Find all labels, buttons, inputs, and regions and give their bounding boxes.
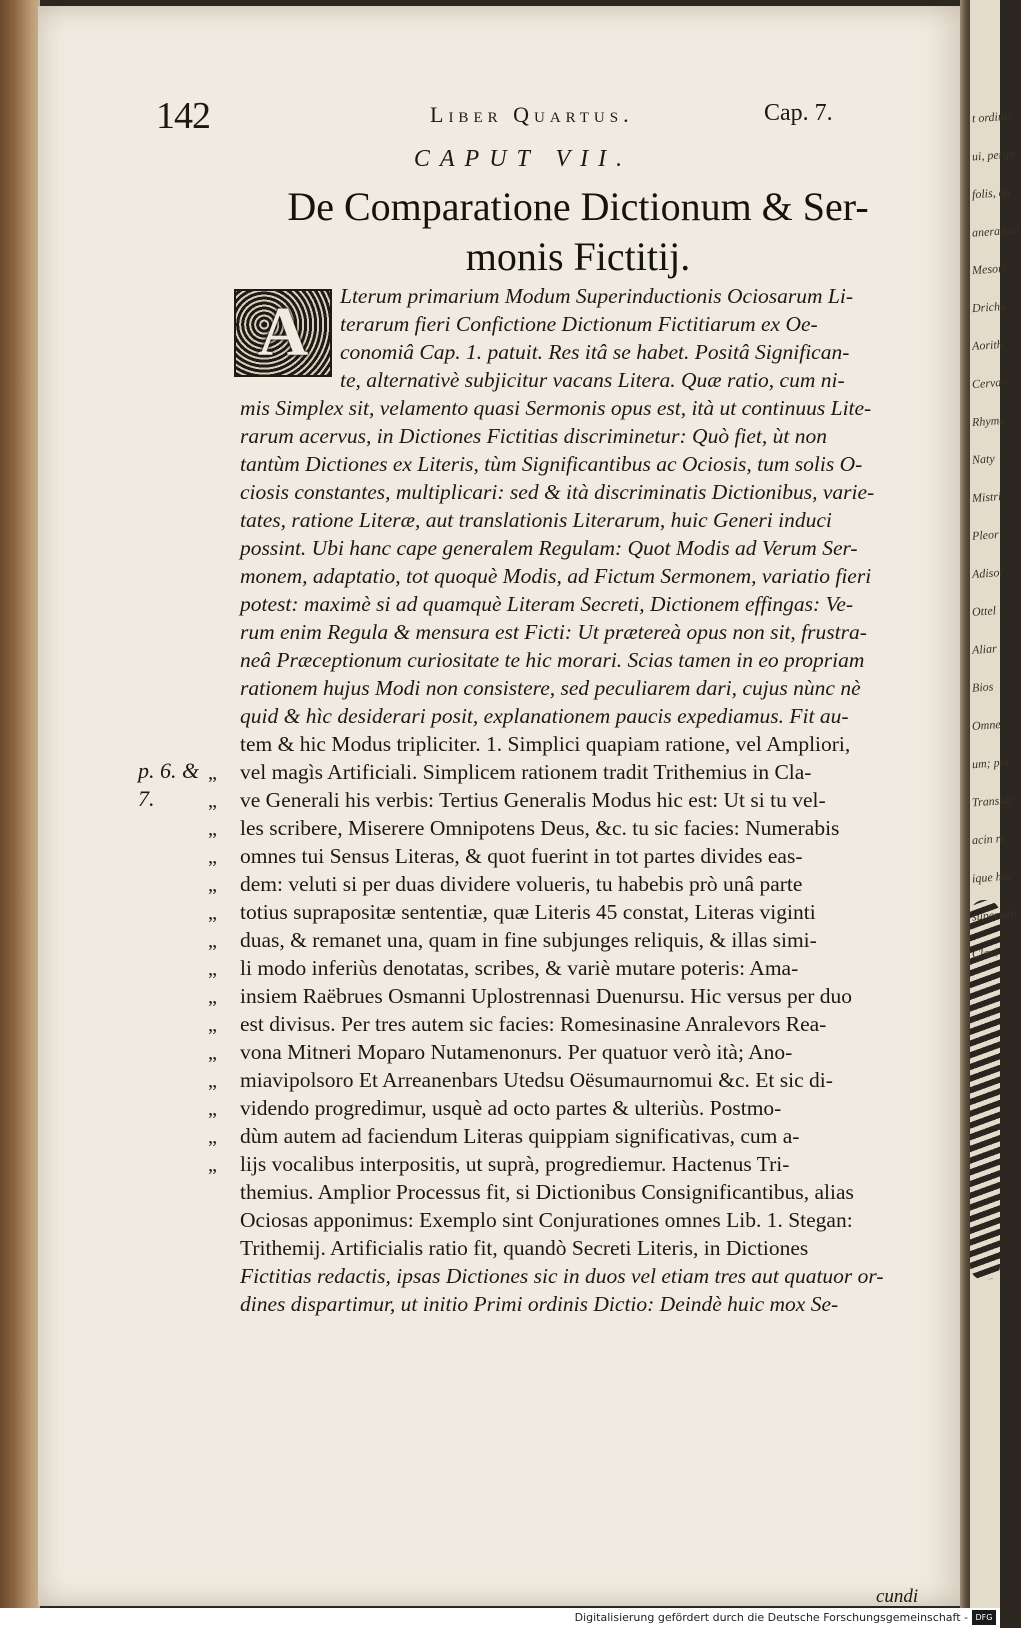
text-line: themius. Amplior Processus fit, si Dictionibus Consignificantibus, alias bbox=[240, 1180, 854, 1204]
dfg-logo: DFG bbox=[972, 1610, 996, 1625]
text-line: omnes tui Sensus Literas, & quot fuerint in tot partes divides eas- bbox=[240, 844, 803, 868]
facing-page-text: Dricho bbox=[971, 298, 1007, 316]
drop-cap-letter: A bbox=[257, 294, 309, 371]
text-line: vel magìs Artificiali. Simplicem rationem tradit Trithemius in Cla- bbox=[240, 760, 812, 784]
book-edge bbox=[0, 0, 40, 1610]
facing-page-text: Cervar bbox=[971, 374, 1007, 392]
text-line: possint. Ubi hanc cape generalem Regulam: Quot Modis ad Verum Ser- bbox=[240, 536, 858, 560]
text-line: rarum acervus, in Dictiones Fictitias discriminetur: Quò fiet, ùt non bbox=[240, 424, 828, 448]
quote-mark: „ bbox=[208, 1070, 217, 1092]
margin-note: 7. bbox=[138, 786, 155, 811]
text-line: Trithemij. Artificialis ratio fit, quandò Secreti Literis, in Dictiones bbox=[240, 1236, 809, 1260]
facing-page-text: Translat bbox=[971, 792, 1013, 810]
quote-mark: „ bbox=[208, 846, 217, 868]
quote-mark: „ bbox=[208, 1154, 217, 1176]
footer-bar bbox=[0, 1608, 1000, 1628]
text-line: est divisus. Per tres autem sic facies: Romesinasine Anralevors Rea- bbox=[240, 1012, 827, 1036]
facing-page-text: Bios bbox=[971, 679, 994, 695]
text-line: dines dispartimur, ut initio Primi ordinis Dictio: Deindè huic mox Se- bbox=[240, 1292, 839, 1316]
drop-cap-initial bbox=[234, 289, 332, 377]
facing-page-text: Aliar bbox=[971, 641, 998, 657]
running-title: Liber Quartus. bbox=[430, 102, 634, 127]
chapter-title bbox=[238, 182, 918, 282]
text-line: li modo inferiùs denotatas, scribes, & variè mutare poteris: Ama- bbox=[240, 956, 799, 980]
footer-credit: Digitalisierung gefördert durch die Deutsche Forschungsgemeinschaft - bbox=[574, 1611, 968, 1624]
facing-page-text: t ordinis bbox=[971, 108, 1013, 126]
quote-mark: „ bbox=[208, 1126, 217, 1148]
chapter-title-line-2: monis Fictitij. bbox=[465, 234, 691, 279]
quote-mark: „ bbox=[208, 874, 217, 896]
facing-page-text: Aorith bbox=[971, 336, 1004, 354]
text-line: lijs vocalibus interpositis, ut suprà, progrediemur. Hactenus Tri- bbox=[240, 1152, 790, 1176]
book-page bbox=[38, 6, 968, 1606]
text-line: tem & hic Modus tripliciter. 1. Simplici quapiam ratione, vel Ampliori, bbox=[240, 732, 851, 756]
quote-mark: „ bbox=[208, 1098, 217, 1120]
facing-page-text: acin re bbox=[971, 830, 1006, 848]
text-line: ciosis constantes, multiplicari: sed & ità discriminatis Dictionibus, varie- bbox=[240, 480, 875, 504]
quote-mark: „ bbox=[208, 930, 217, 952]
text-line: Ociosas apponimus: Exemplo sint Conjurationes omnes Lib. 1. Stegan: bbox=[240, 1208, 853, 1232]
text-line: tantùm Dictiones ex Literis, tùm Significantibus ac Ociosis, tum solis O- bbox=[240, 452, 863, 476]
facing-page-text: Mistri bbox=[971, 488, 1002, 506]
text-line: totius suprapositæ sententiæ, quæ Literis 45 constat, Literas viginti bbox=[240, 900, 816, 924]
text-line: tates, ratione Literæ, aut translationis Literarum, huic Generi induci bbox=[240, 508, 832, 532]
chapter-ref: Cap. 7. bbox=[764, 100, 833, 126]
page-number: 142 bbox=[156, 95, 210, 137]
chapter-heading: CAPUT VII. bbox=[413, 146, 633, 172]
facing-page-text: superstiti bbox=[971, 906, 1018, 924]
text-line: duas, & remanet una, quam in fine subjunges reliquis, & illas simi- bbox=[240, 928, 817, 952]
text-line: Fictitias redactis, ipsas Dictiones sic in duos vel etiam tres aut quatuor or- bbox=[240, 1264, 884, 1288]
text-line: ve Generali his verbis: Tertius Generalis Modus hic est: Ut si tu vel- bbox=[240, 788, 826, 812]
quote-mark: „ bbox=[208, 818, 217, 840]
text-line: insiem Raëbrues Osmanni Uplostrennasi Duenursu. Hic versus per duo bbox=[240, 984, 853, 1008]
quote-mark: „ bbox=[208, 1014, 217, 1036]
quote-mark: „ bbox=[208, 790, 217, 812]
chapter-title-line-1: De Comparatione Dictionum & Ser- bbox=[287, 184, 869, 229]
text-line: rum enim Regula & mensura est Ficti: Ut prætereà opus non sit, frustra- bbox=[240, 620, 867, 644]
quote-mark: „ bbox=[208, 958, 217, 980]
page-header bbox=[38, 96, 968, 136]
text-line: videndo progredimur, usquè ad octo partes & ulteriùs. Postmo- bbox=[240, 1096, 782, 1120]
text-line: neâ Præceptionum curiositate te hic morari. Scias tamen in eo propriam bbox=[240, 648, 865, 672]
facing-page bbox=[970, 0, 1021, 1610]
facing-page-text: ui, perga bbox=[971, 146, 1016, 164]
text-line: terarum fieri Confictione Dictionum Fictitiarum ex Oe- bbox=[340, 312, 818, 336]
text-line: potest: maximè si ad quamquè Literam Secreti, Dictionem effingas: Ve- bbox=[240, 592, 854, 616]
facing-page-text: um; per bbox=[971, 754, 1011, 772]
catchword: cundi bbox=[876, 1586, 919, 1607]
text-line: quid & hìc desiderari posit, explanationem paucis expediamus. Fit au- bbox=[240, 704, 849, 728]
quote-mark: „ bbox=[208, 902, 217, 924]
facing-page-text: Mesori bbox=[971, 260, 1007, 278]
quote-mark: „ bbox=[208, 762, 217, 784]
margin-note: p. 6. & bbox=[138, 758, 200, 783]
text-line: te, alternativè subjicitur vacans Litera. Quæ ratio, cum ni- bbox=[340, 368, 845, 392]
facing-page-text: ique hac bbox=[971, 868, 1014, 886]
facing-page-text: Adisor bbox=[971, 564, 1005, 582]
text-line: dem: veluti si per duas dividere volueris, tu habebis prò unâ parte bbox=[240, 872, 803, 896]
text-line: dùm autem ad faciendum Literas quippiam significativas, cum a- bbox=[240, 1124, 800, 1148]
text-line: mis Simplex sit, velamento quasi Sermonis opus est, ità ut continuus Lite- bbox=[240, 396, 872, 420]
facing-page-text: Clavi bbox=[971, 945, 999, 961]
facing-page-text: folis, qu bbox=[971, 184, 1012, 202]
facing-page-text: Omne bbox=[971, 717, 1002, 733]
facing-page-text: Naty bbox=[971, 451, 996, 467]
text-line: miavipolsoro Et Arreanenbars Utedsu Oësumaurnomui &c. Et sic di- bbox=[240, 1068, 833, 1092]
text-line: Lterum primarium Modum Superinductionis Ociosarum Li- bbox=[340, 284, 854, 308]
facing-page-text: Pleor bbox=[971, 527, 1000, 543]
text-line: les scribere, Miserere Omnipotens Deus, &c. tu sic facies: Numerabis bbox=[240, 816, 840, 840]
facing-page-text: Rhyma bbox=[971, 412, 1006, 430]
facing-page-text: anera sint bbox=[971, 222, 1021, 240]
facing-page-text: Ottel bbox=[971, 603, 997, 619]
quote-mark: „ bbox=[208, 986, 217, 1008]
quote-mark: „ bbox=[208, 1042, 217, 1064]
text-line: monem, adaptatio, tot quoquè Modis, ad Fictum Sermonem, variatio fieri bbox=[240, 564, 872, 588]
text-line: rationem hujus Modi non consistere, sed peculiarem dari, cujus nùnc nè bbox=[240, 676, 861, 700]
text-line: conomiâ Cap. 1. patuit. Res itâ se habet. Positâ Significan- bbox=[340, 340, 850, 364]
text-line: vona Mitneri Moparo Nutamenonurs. Per quatuor verò ità; Ano- bbox=[240, 1040, 793, 1064]
